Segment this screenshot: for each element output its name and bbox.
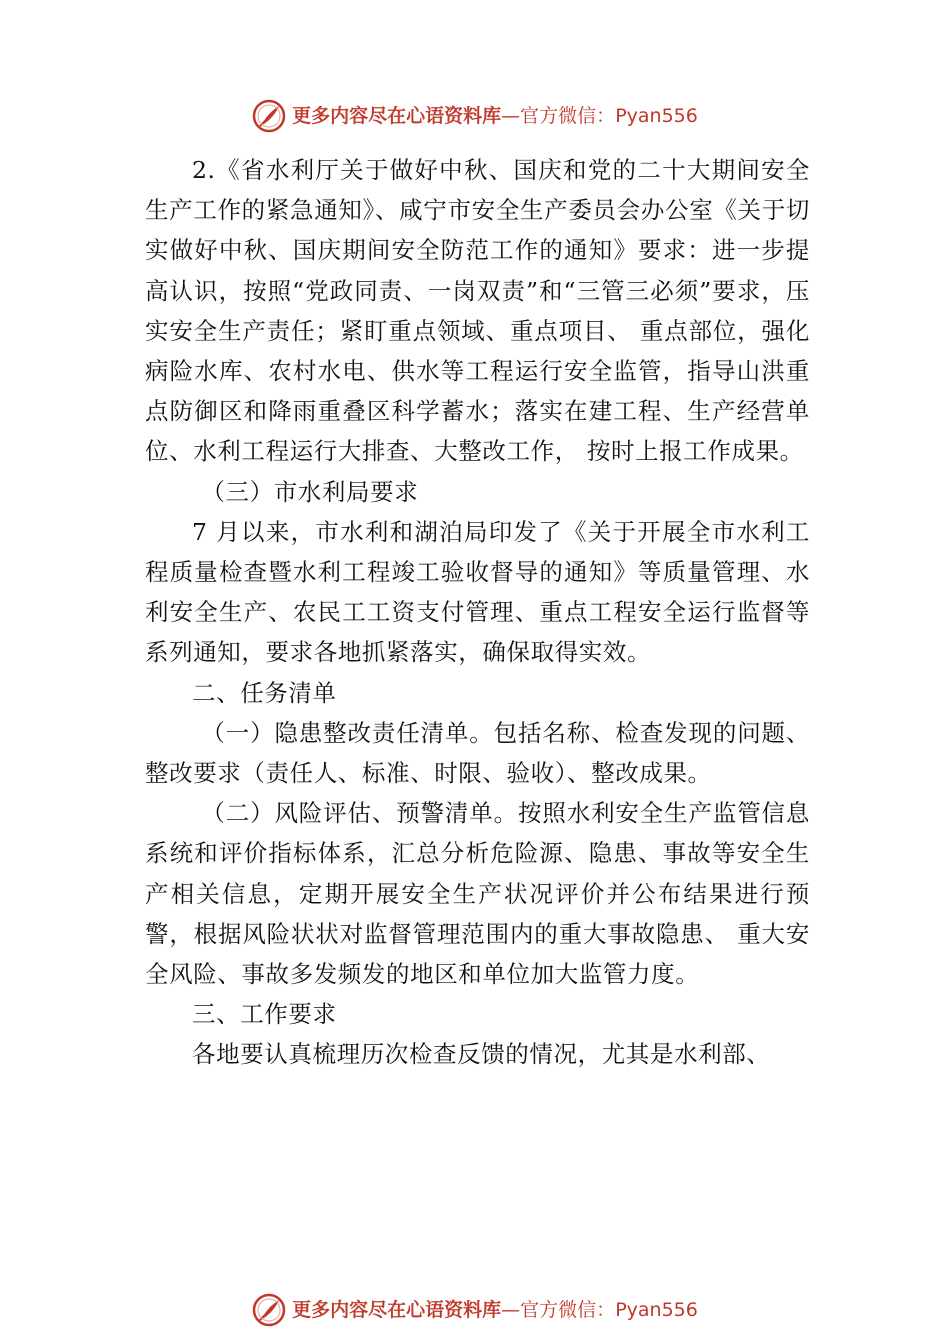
header-brand: 更多内容尽在心语资料库 xyxy=(292,104,502,127)
header-wechat-label: 官方微信： xyxy=(520,104,616,127)
document-body xyxy=(145,150,810,1075)
paragraph-notice-requirements: 2.《省水利厅关于做好中秋、国庆和党的二十大期间安全生产工作的紧急通知》、咸宁市安全生产委员会办公室《关于切实做好中秋、国庆期间安全防范工作的通知》要求：进一步提高认识，按照“党政同责、一岗双责”和“三管三必须”要求，压实安全生产责任；紧盯重点领域、重点项目、 重点部位，强化病险水库、农村水电、供水等工程运行安全监管，指导山洪重点防御区和降雨重叠区科学蓄水；落实在建工程、生产经营单位、水利工程运行大排查、大整改工作， 按时上报工作成果。 xyxy=(145,156,810,466)
header-wechat-id: Pyan556 xyxy=(615,104,698,127)
quill-badge-icon xyxy=(252,1293,286,1327)
quill-badge-icon xyxy=(252,99,286,133)
header-separator: — xyxy=(501,104,521,127)
footer-brand: 更多内容尽在心语资料库 xyxy=(292,1298,502,1321)
footer-separator: — xyxy=(501,1298,521,1321)
footer-wechat-label: 官方微信： xyxy=(520,1298,616,1321)
paragraph-city-bureau: 7 月以来，市水利和湖泊局印发了《关于开展全市水利工程质量检查暨水利工程竣工验收督导的通知》等质量管理、水利安全生产、农民工工资支付管理、重点工程安全运行监督等系列通知，要求各地抓紧落实，确保取得实效。 xyxy=(145,517,810,667)
paragraph-work-requirements: 各地要认真梳理历次检查反馈的情况，尤其是水利部、 xyxy=(192,1040,771,1069)
heading-task-list: 二、任务清单 xyxy=(192,678,337,707)
paragraph-hazard-list: （一）隐患整改责任清单。包括名称、检查发现的问题、整改要求（责任人、标准、时限、验收）、整改成果。 xyxy=(145,718,810,788)
paragraph-risk-list: （二）风险评估、预警清单。按照水利安全生产监管信息系统和评价指标体系，汇总分析危险源、隐患、事故等安全生产相关信息，定期开展安全生产状况评价并公布结果进行预警，根据风险状状对监督管理范围内的重大事故隐患、 重大安全风险、事故多发频发的地区和单位加大监管力度。 xyxy=(145,799,810,989)
header-watermark-text xyxy=(292,104,698,127)
footer-wechat-id: Pyan556 xyxy=(615,1298,698,1321)
footer-watermark xyxy=(0,1290,950,1330)
footer-watermark-text xyxy=(292,1298,698,1321)
heading-work-requirements: 三、工作要求 xyxy=(192,1000,337,1029)
subheading-city-bureau: （三）市水利局要求 xyxy=(201,477,419,506)
header-watermark xyxy=(0,96,950,136)
